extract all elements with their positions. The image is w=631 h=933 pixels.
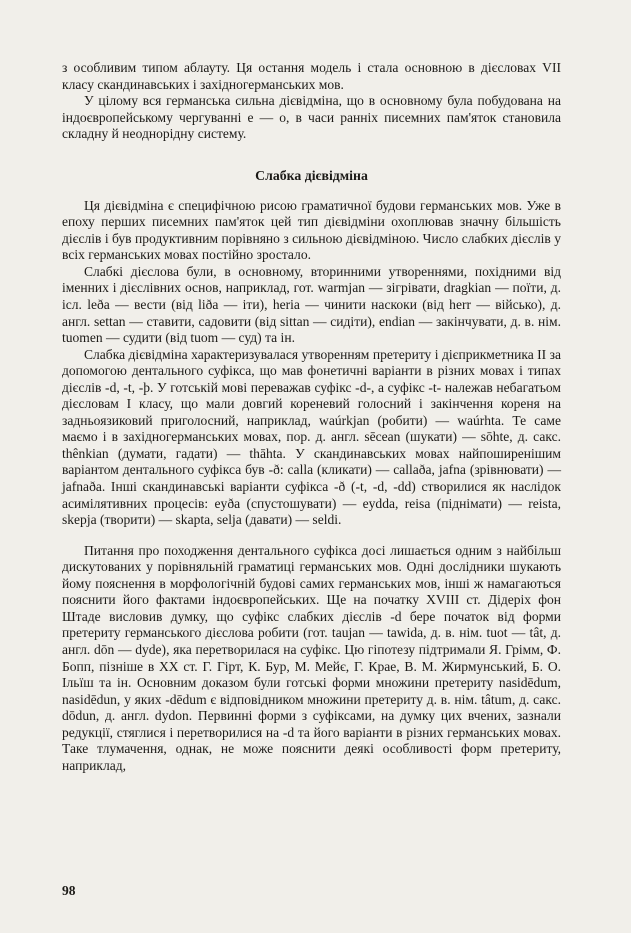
paragraph-gap <box>62 529 561 543</box>
body-paragraph-3: Слабка дієвідміна характеризувалася утворенням претериту і дієприкметника II за допомогою дентального суфікса, що мав фонетичні варіанти в різних мовах і типах дієслів -d, -t, -þ. У готській мові переважав суфікс -d-, а суфікс -t- належав небагатьом дієсловам I класу, що мали довгий кореневий голосний і закінчення кореня на задньоязиковий приголосний, наприклад, waúrkjan (робити) — waúrhta. Те саме маємо і в західногерманських мовах, пор. д. англ. sēcean (шукати) — sōhte, д. сакс. thênkian (думати, гадати) — thāhta. У скандинавських мовах найпоширенішим варіантом дентального суфікса був -ð: calla (кликати) — callaða, jafna (зрівнювати) — jafnaða. Інші скандинавські варіанти суфікса -ð (-t, -d, -dd) створилися як наслідок асимілятивних процесів: eyða (спустошувати) — eydda, reisa (піднімати) — reista, skepja (творити) — skapta, selja (давати) — seldi. <box>62 346 561 528</box>
section-heading: Слабка дієвідміна <box>255 167 368 183</box>
page-number: 98 <box>62 883 76 898</box>
intro-paragraph-1: з особливим типом аблауту. Ця остання модель і стала основною в дієсловах VII класу скандинавських і західногерманських мов. <box>62 60 561 92</box>
body-paragraph-4: Питання про походження дентального суфікса досі лишається одним з найбільш дискутованих у порівняльній граматиці германських мов. Одні дослідники шукають йому пояснення в морфологічній будові самих германських мов, інші ж намагаються пояснити його фактами індоєвропейських. Ще на початку XVIII ст. Дідеріх фон Штаде висловив думку, що суфікс слабких дієслів -d бере початок від форми претериту германського дієслова робити (гот. taujan — tawida, д. в. нім. tuot — tât, д. англ. dōn — dyde), яка перетворилася на суфікс. Цю гіпотезу підтримали Я. Грімм, Ф. Бопп, пізніше в XX ст. Г. Гірт, К. Бур, М. Мейє, Г. Крае, В. М. Жирмунський, Б. О. Ільїш та ін. Основним доказом були готські форми множини претериту nasidēdum, nasidēdun, у яких -dēdum є відповідником множини претериту д. в. нім. tâtum, д. сакс. dōdun, д. англ. dydon. Первинні форми з суфіксами, на думку цих вчених, зазнали редукції, стяглися і перетворилися на -d та його варіанти в різних германських мовах. Таке тлумачення, однак, не може пояснити деякі особливості форм претериту, наприклад, <box>62 542 561 773</box>
intro-paragraph-2: У цілому вся германська сильна дієвідміна, що в основному була побудована на індоєвропейському чергуванні е — о, в часи ранніх писемних пам'яток становила складну й неоднорідну систему. <box>62 93 561 142</box>
body-paragraph-2: Слабкі дієслова були, в основному, вторинними утвореннями, похідними від іменних і дієслівних основ, наприклад, гот. warmjan — зігрівати, dragkian — поїти, д. ісл. leða — вести (від liða — іти), heria — чинити наскоки (від herr — військо), д. англ. settan — ставити, садовити (від sittan — сидіти), endian — закінчувати, д. в. нім. tuomen — судити (від tuom — суд) та ін. <box>62 263 561 346</box>
body-paragraph-1: Ця дієвідміна є специфічною рисою граматичної будови германських мов. Уже в епоху перших писемних пам'яток цей тип дієвідміни охоплював значну більшість дієслів і був продуктивним порівняно з сильною дієвідміною. Число слабких дієслів у всіх германських мовах постійно зростало. <box>62 197 561 263</box>
